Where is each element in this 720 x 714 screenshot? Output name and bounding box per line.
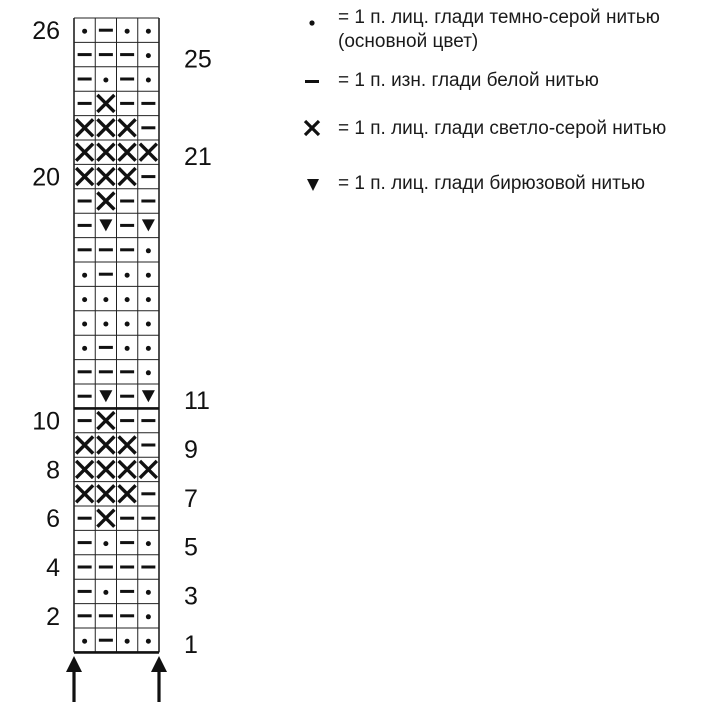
stitch-dash (78, 419, 92, 422)
stitch-dot (103, 297, 108, 302)
stitch-cross (119, 119, 136, 136)
stitch-dash (120, 517, 134, 520)
stitch-cross (119, 168, 136, 185)
stitch-cross (97, 95, 114, 112)
stitch-cross (76, 119, 93, 136)
stitch-dot (146, 322, 151, 327)
legend-item-tri (300, 172, 645, 196)
row-label-right: 11 (184, 387, 210, 416)
stitch-dash (120, 53, 134, 56)
stitch-dot (103, 590, 108, 595)
stitch-dash (99, 29, 113, 32)
stitch-dot (146, 78, 151, 83)
legend-label-dash: = 1 п. изн. глади белой нитью (338, 70, 599, 91)
stitch-dash (120, 78, 134, 81)
stitch-dot (146, 53, 151, 58)
stitch-dash (120, 200, 134, 203)
row-label-right: 7 (184, 484, 198, 513)
stitch-dash (141, 175, 155, 178)
stitch-cross (97, 412, 114, 429)
stitch-cross (97, 144, 114, 161)
stitch-dash (78, 53, 92, 56)
stitch-dash (141, 444, 155, 447)
stitch-dot (82, 639, 87, 644)
stitch-dash (99, 346, 113, 349)
legend (300, 0, 720, 220)
stitch-dot (82, 346, 87, 351)
stitch-dash (99, 273, 113, 276)
stitch-dash (120, 566, 134, 569)
stitch-dash (78, 200, 92, 203)
stitch-cross (119, 144, 136, 161)
stitch-dash (99, 614, 113, 617)
stitch-dash (141, 566, 155, 569)
stitch-cross (97, 461, 114, 478)
stitch-cross (140, 461, 157, 478)
legend-label-tri: = 1 п. лиц. глади бирюзовой нитью (338, 173, 646, 194)
arrow-up-icon (66, 656, 82, 672)
stitch-dash (78, 517, 92, 520)
row-label-right: 1 (184, 631, 198, 660)
stitch-cross (76, 168, 93, 185)
stitch-dash (141, 102, 155, 105)
stitch-dash (120, 224, 134, 227)
stitch-dot (146, 346, 151, 351)
stitch-dash (120, 614, 134, 617)
legend-dash-icon (300, 69, 338, 93)
stitch-cross (97, 485, 114, 502)
stitch-dash (99, 566, 113, 569)
stitch-triangle (142, 219, 155, 231)
row-label-right: 5 (184, 533, 198, 562)
stitch-dot (82, 273, 87, 278)
stitch-cross (76, 437, 93, 454)
stitch-dot (125, 297, 130, 302)
stitch-cross (97, 510, 114, 527)
stitch-dot (125, 346, 130, 351)
stitch-triangle (99, 390, 112, 402)
stitch-dash (120, 395, 134, 398)
stitch-dot (146, 248, 151, 253)
row-label-left: 20 (32, 163, 60, 192)
stitch-dot (146, 541, 151, 546)
row-label-left: 26 (32, 17, 60, 46)
stitch-dash (120, 102, 134, 105)
stitch-cross (76, 461, 93, 478)
stitch-dash (78, 590, 92, 593)
stitch-dash (120, 419, 134, 422)
stitch-dash (99, 639, 113, 642)
stitch-dash (99, 53, 113, 56)
row-label-left: 10 (32, 407, 60, 436)
stitch-dot (82, 297, 87, 302)
stitch-dot (146, 639, 151, 644)
stitch-dash (141, 517, 155, 520)
stitch-dash (78, 541, 92, 544)
stitch-triangle (142, 390, 155, 402)
stitch-dash (99, 248, 113, 251)
legend-item-dash (300, 69, 599, 93)
row-label-right: 21 (184, 143, 212, 172)
row-label-right: 9 (184, 436, 198, 464)
stitch-cross (119, 437, 136, 454)
row-label-right: 25 (184, 45, 212, 74)
legend-dot-icon (300, 6, 338, 30)
row-label-left: 2 (46, 602, 60, 631)
stitch-dash (78, 224, 92, 227)
stitch-cross (76, 144, 93, 161)
row-label-right: 3 (184, 582, 198, 611)
row-label-left: 6 (46, 505, 60, 534)
legend-item-dot (300, 6, 660, 54)
stitch-cross (97, 193, 114, 210)
stitch-triangle (99, 219, 112, 231)
stitch-dot (146, 370, 151, 375)
stitch-dot (103, 322, 108, 327)
stitch-dash (78, 566, 92, 569)
stitch-dot (146, 614, 151, 619)
stitch-dash (78, 370, 92, 373)
stitch-dot (125, 639, 130, 644)
stitch-dot (82, 29, 87, 34)
stitch-dot (82, 322, 87, 327)
arrow-up-icon (151, 656, 167, 672)
stitch-dash (141, 492, 155, 495)
stitch-dash (78, 78, 92, 81)
stitch-dash (120, 370, 134, 373)
stitch-dash (78, 614, 92, 617)
legend-triangle-icon (300, 172, 338, 196)
stitch-cross (119, 461, 136, 478)
stitch-dash (99, 370, 113, 373)
stitch-dash (141, 200, 155, 203)
stitch-dot (146, 273, 151, 278)
stitch-dash (78, 395, 92, 398)
stitch-dot (103, 541, 108, 546)
legend-sublabel-dot: (основной цвет) (338, 31, 479, 52)
stitch-dot (125, 273, 130, 278)
row-label-left: 8 (46, 456, 60, 485)
stitch-cross (97, 168, 114, 185)
stitch-cross (97, 119, 114, 136)
stitch-dash (78, 102, 92, 105)
stitch-dash (120, 248, 134, 251)
stitch-dot (146, 297, 151, 302)
stitch-cross (76, 485, 93, 502)
stitch-dot (125, 29, 130, 34)
stitch-dash (141, 126, 155, 129)
stitch-dash (120, 541, 134, 544)
legend-cross-icon (300, 117, 338, 141)
stitch-dash (141, 419, 155, 422)
stitch-dash (120, 590, 134, 593)
stitch-dot (146, 29, 151, 34)
stitch-dot (103, 78, 108, 83)
stitch-dash (78, 248, 92, 251)
stitch-cross (119, 485, 136, 502)
legend-item-cross (300, 117, 666, 141)
legend-label-cross: = 1 п. лиц. глади светло-серой нитью (338, 118, 667, 139)
row-label-left: 4 (46, 554, 60, 582)
stitch-cross (97, 437, 114, 454)
stitch-dot (146, 590, 151, 595)
legend-label-dot: = 1 п. лиц. глади темно-серой нитью (338, 7, 660, 28)
stitch-dot (125, 322, 130, 327)
stitch-cross (140, 144, 157, 161)
